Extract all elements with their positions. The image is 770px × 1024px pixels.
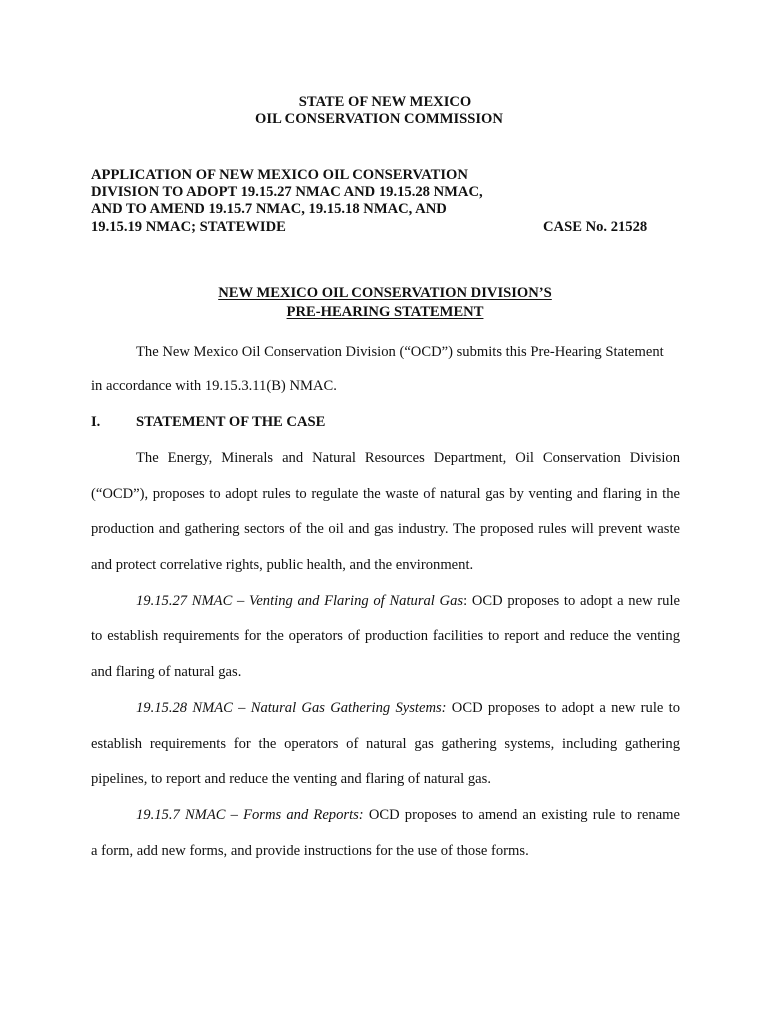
rule-19-15-27: 19.15.27 NMAC – Venting and Flaring of Natural Gas (136, 593, 464, 609)
caption-line-3: AND TO AMEND 19.15.7 NMAC, 19.15.18 NMAC, AND (91, 201, 447, 217)
intro-line-1: The New Mexico Oil Conservation Division (“OCD”) submits this Pre-Hearing Statement (136, 344, 664, 360)
title-line-2: PRE-HEARING STATEMENT (286, 304, 484, 320)
title-line-1: NEW MEXICO OIL CONSERVATION DIVISION’S (218, 285, 552, 301)
caption-line-1: APPLICATION OF NEW MEXICO OIL CONSERVATION (91, 167, 468, 183)
section-heading: STATEMENT OF THE CASE (136, 414, 326, 430)
para4-line-1-text: OCD proposes to amend an existing rule to rename (363, 807, 681, 823)
para4-line-2: a form, add new forms, and provide instructions for the use of those forms. (91, 843, 529, 859)
section-number: I. (91, 414, 101, 430)
para3-line-2: establish requirements for the operators of natural gas gathering systems, including gathering (91, 736, 680, 752)
para2-line-2: to establish requirements for the operators of production facilities to report and reduce the venting (91, 628, 680, 644)
caption-line-4: 19.15.19 NMAC; STATEWIDE (91, 219, 286, 235)
state-heading: STATE OF NEW MEXICO (298, 94, 472, 110)
para1-line-1: The Energy, Minerals and Natural Resources Department, Oil Conservation Division (136, 450, 680, 466)
document-title (0, 284, 770, 302)
para2-line-1 (136, 592, 680, 610)
para1-line-3: production and gathering sectors of the oil and gas industry. The proposed rules will prevent waste (91, 521, 680, 537)
para1-line-4: and protect correlative rights, public health, and the environment. (91, 557, 474, 573)
para3-line-1-text: OCD proposes to adopt a new rule to (446, 700, 680, 716)
rule-19-15-28: 19.15.28 NMAC – Natural Gas Gathering Systems: (136, 700, 447, 716)
document-subtitle (0, 303, 770, 321)
caption-line-2: DIVISION TO ADOPT 19.15.27 NMAC AND 19.15.28 NMAC, (91, 184, 483, 200)
intro-line-2: in accordance with 19.15.3.11(B) NMAC. (91, 378, 337, 394)
para2-line-3: and flaring of natural gas. (91, 664, 242, 680)
para4-line-1 (136, 806, 680, 824)
para2-line-1-text: : OCD proposes to adopt a new rule (463, 593, 681, 609)
rule-19-15-7: 19.15.7 NMAC – Forms and Reports: (136, 807, 364, 823)
commission-heading: OIL CONSERVATION COMMISSION (255, 111, 503, 127)
para3-line-1 (136, 699, 680, 717)
case-number: CASE No. 21528 (543, 219, 648, 235)
para3-line-3: pipelines, to report and reduce the venting and flaring of natural gas. (91, 771, 491, 787)
para1-line-2: (“OCD”), proposes to adopt rules to regulate the waste of natural gas by venting and flaring in the (91, 486, 680, 502)
